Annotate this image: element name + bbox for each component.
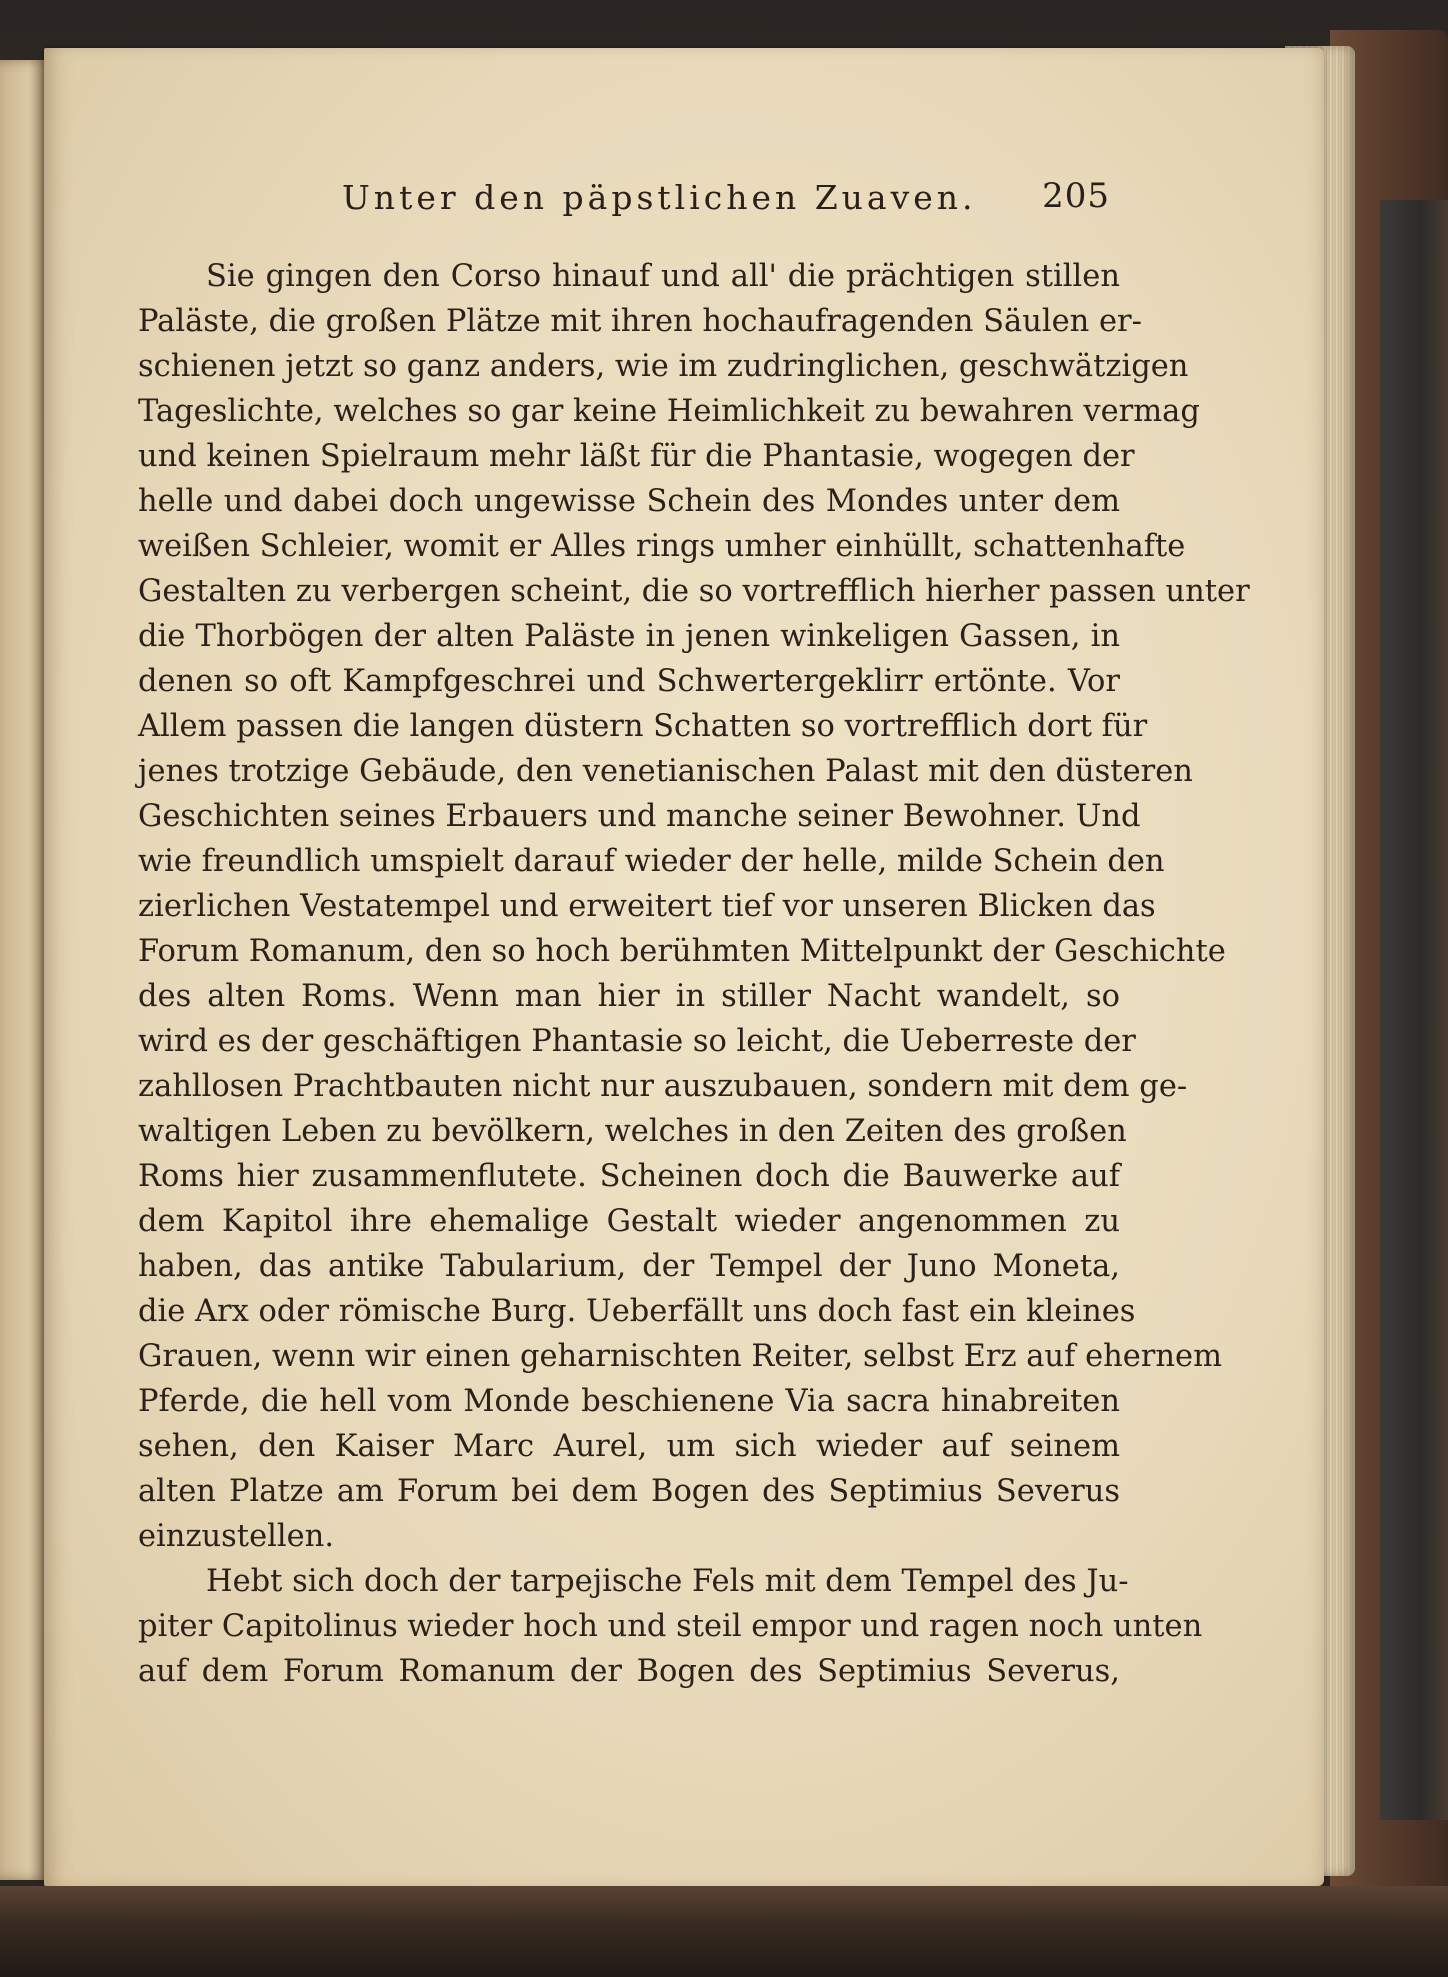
paragraph-1 [138, 254, 1250, 1559]
text-line: haben, das antike Tabularium, der Tempel der Juno Moneta, [138, 1249, 1120, 1284]
text-line: zierlichen Vestatempel und erweitert tief vor unseren Blicken das [138, 889, 1156, 924]
book-bottom-edge [0, 1886, 1448, 1977]
text-line: wird es der geschäftigen Phantasie so leicht, die Ueberreste der [138, 1024, 1136, 1059]
text-line: Tageslichte, welches so gar keine Heimlichkeit zu bewahren vermag [138, 394, 1200, 429]
text-line: des alten Roms. Wenn man hier in stiller Nacht wandelt, so [138, 979, 1120, 1014]
text-line: Gestalten zu verbergen scheint, die so vortrefflich hierher passen unter [138, 574, 1250, 609]
text-line: denen so oft Kampfgeschrei und Schwertergeklirr ertönte. Vor [138, 664, 1120, 699]
text-line: die Thorbögen der alten Paläste in jenen winkeligen Gassen, in [138, 619, 1120, 654]
text-line: die Arx oder römische Burg. Ueberfällt uns doch fast ein kleines [138, 1294, 1136, 1329]
text-line: Geschichten seines Erbauers und manche seiner Bewohner. Und [138, 799, 1141, 834]
text-line: helle und dabei doch ungewisse Schein des Mondes unter dem [138, 484, 1120, 519]
text-line: alten Platze am Forum bei dem Bogen des Septimius Severus [138, 1474, 1120, 1509]
text-line: dem Kapitol ihre ehemalige Gestalt wieder angenommen zu [138, 1204, 1120, 1239]
page-number: 205 [1042, 176, 1110, 216]
text-line: Allem passen die langen düstern Schatten so vortrefflich dort für [138, 709, 1148, 744]
paragraph-2 [138, 1559, 1203, 1694]
text-line: schienen jetzt so ganz anders, wie im zudringlichen, geschwätzigen [138, 349, 1189, 384]
text-line: zahllosen Prachtbauten nicht nur auszubauen, sondern mit dem ge- [138, 1069, 1188, 1104]
text-line: Forum Romanum, den so hoch berühmten Mittelpunkt der Geschichte [138, 934, 1226, 969]
text-line: waltigen Leben zu bevölkern, welches in den Zeiten des großen [138, 1114, 1127, 1149]
text-line: Paläste, die großen Plätze mit ihren hochaufragenden Säulen er- [138, 304, 1142, 339]
text-line: Hebt sich doch der tarpejische Fels mit dem Tempel des Ju- [206, 1564, 1129, 1599]
text-line: piter Capitolinus wieder hoch und steil empor und ragen noch unten [138, 1609, 1203, 1644]
text-line: weißen Schleier, womit er Alles rings umher einhüllt, schattenhafte [138, 529, 1186, 564]
text-line: Pferde, die hell vom Monde beschienene Via sacra hinabreiten [138, 1384, 1120, 1419]
facing-page-edge [0, 60, 48, 1880]
text-line: Grauen, wenn wir einen geharnischten Reiter, selbst Erz auf ehernem [138, 1339, 1223, 1374]
text-line: Sie gingen den Corso hinauf und all' die prächtigen stillen [206, 259, 1120, 294]
text-line: jenes trotzige Gebäude, den venetianischen Palast mit den düsteren [138, 754, 1193, 789]
text-line: auf dem Forum Romanum der Bogen des Septimius Severus, [138, 1654, 1120, 1689]
body-text [138, 254, 1250, 1694]
text-line: Roms hier zusammenflutete. Scheinen doch die Bauwerke auf [138, 1159, 1120, 1194]
text-line: einzustellen. [138, 1519, 335, 1554]
text-line: und keinen Spielraum mehr läßt für die Phantasie, wogegen der [138, 439, 1135, 474]
running-title: Unter den päpstlichen Zuaven. [342, 178, 977, 217]
running-head [300, 172, 1110, 220]
text-line: sehen, den Kaiser Marc Aurel, um sich wieder auf seinem [138, 1429, 1120, 1464]
text-line: wie freundlich umspielt darauf wieder der helle, milde Schein den [138, 844, 1165, 879]
